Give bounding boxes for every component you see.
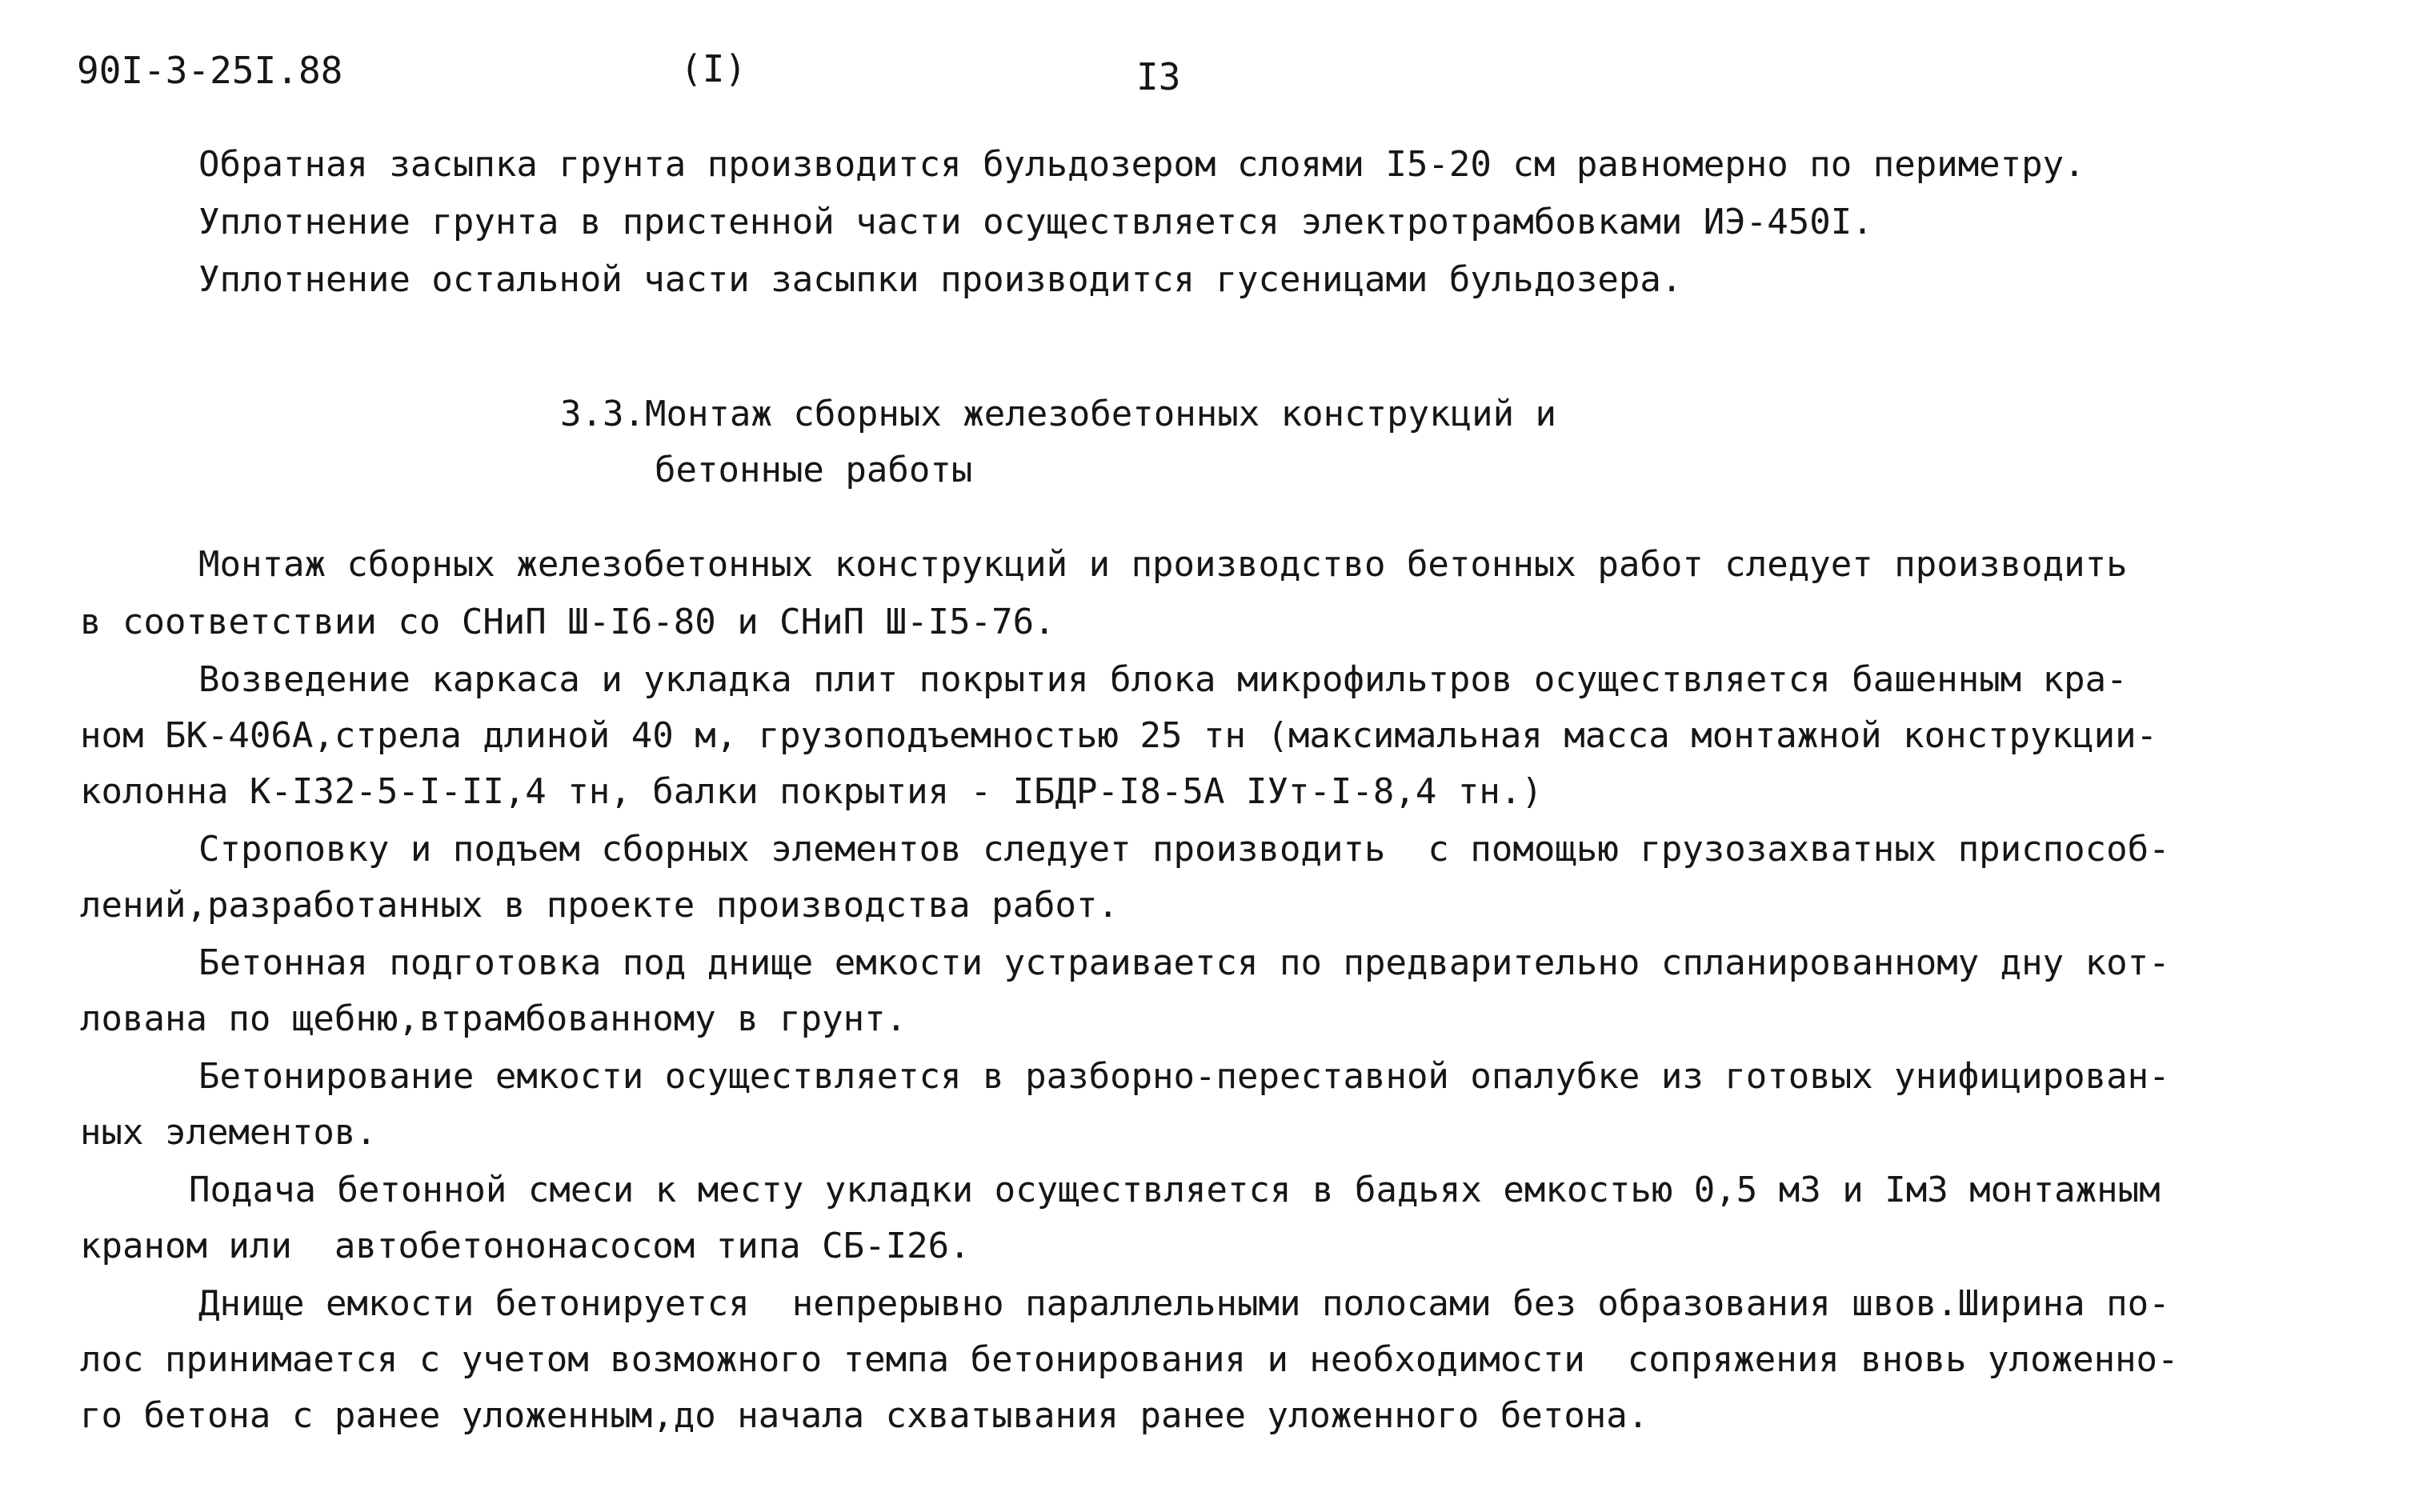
body-line-7: лений,разработанных в проекте производства работ. (80, 885, 1119, 926)
body-line-14: Днище емкости бетонируется непрерывно параллельными полосами без образования швов.Ширина по- (198, 1283, 2170, 1324)
doc-code: 90I-3-25I.88 (77, 49, 343, 92)
body-line-8: Бетонная подготовка под днище емкости устраивается по предварительно спланированному дну кот- (198, 942, 2170, 983)
body-line-15: лос принимается с учетом возможного темпа бетонирования и необходимости сопряжения вновь уложенно- (80, 1339, 2179, 1380)
body-line-6: Строповку и подъем сборных элементов следует производить с помощью грузозахватных приспособ- (198, 829, 2170, 870)
intro-line-3: Уплотнение остальной части засыпки производится гусеницами бульдозера. (198, 259, 1683, 300)
page-number: I3 (1136, 55, 1181, 98)
body-line-16: го бетона с ранее уложенным,до начала схватывания ранее уложенного бетона. (80, 1395, 1649, 1436)
section-title-line-1: 3.3.Монтаж сборных железобетонных конструкций и (560, 394, 1557, 434)
intro-line-2: Уплотнение грунта в пристенной части осуществляется электротрамбовками ИЭ-450I. (198, 202, 1873, 242)
intro-line-1: Обратная засыпка грунта производится бульдозером слоями I5-20 см равномерно по периметру. (198, 144, 2085, 185)
body-line-11: ных элементов. (80, 1112, 377, 1153)
body-line-4: ном БК-406А,стрела длиной 40 м, грузоподъемностью 25 тн (максимальная масса монтажной конструкции- (80, 715, 2158, 756)
volume-number: (I) (680, 47, 747, 90)
body-line-13: краном или автобетононасосом типа СБ-I26. (80, 1226, 971, 1266)
body-line-5: колонна К-I32-5-I-II,4 тн, балки покрытия - IБДР-I8-5А IУт-I-8,4 тн.) (80, 771, 1543, 812)
body-line-12: Подача бетонной смеси к месту укладки осуществляется в бадьях емкостью 0,5 м3 и Iм3 монтажным (189, 1170, 2161, 1210)
body-line-9: лована по щебню,втрамбованному в грунт. (80, 998, 907, 1039)
body-line-2: в соответствии со СНиП Ш-I6-80 и СНиП Ш-I5-76. (80, 602, 1055, 642)
section-title-line-2: бетонные работы (655, 450, 973, 490)
body-line-3: Возведение каркаса и укладка плит покрытия блока микрофильтров осуществляется башенным кра- (198, 659, 2128, 700)
body-line-10: Бетонирование емкости осуществляется в разборно-переставной опалубке из готовых унифицирован- (198, 1056, 2170, 1097)
body-line-1: Монтаж сборных железобетонных конструкций и производство бетонных работ следует производить (198, 544, 2128, 585)
